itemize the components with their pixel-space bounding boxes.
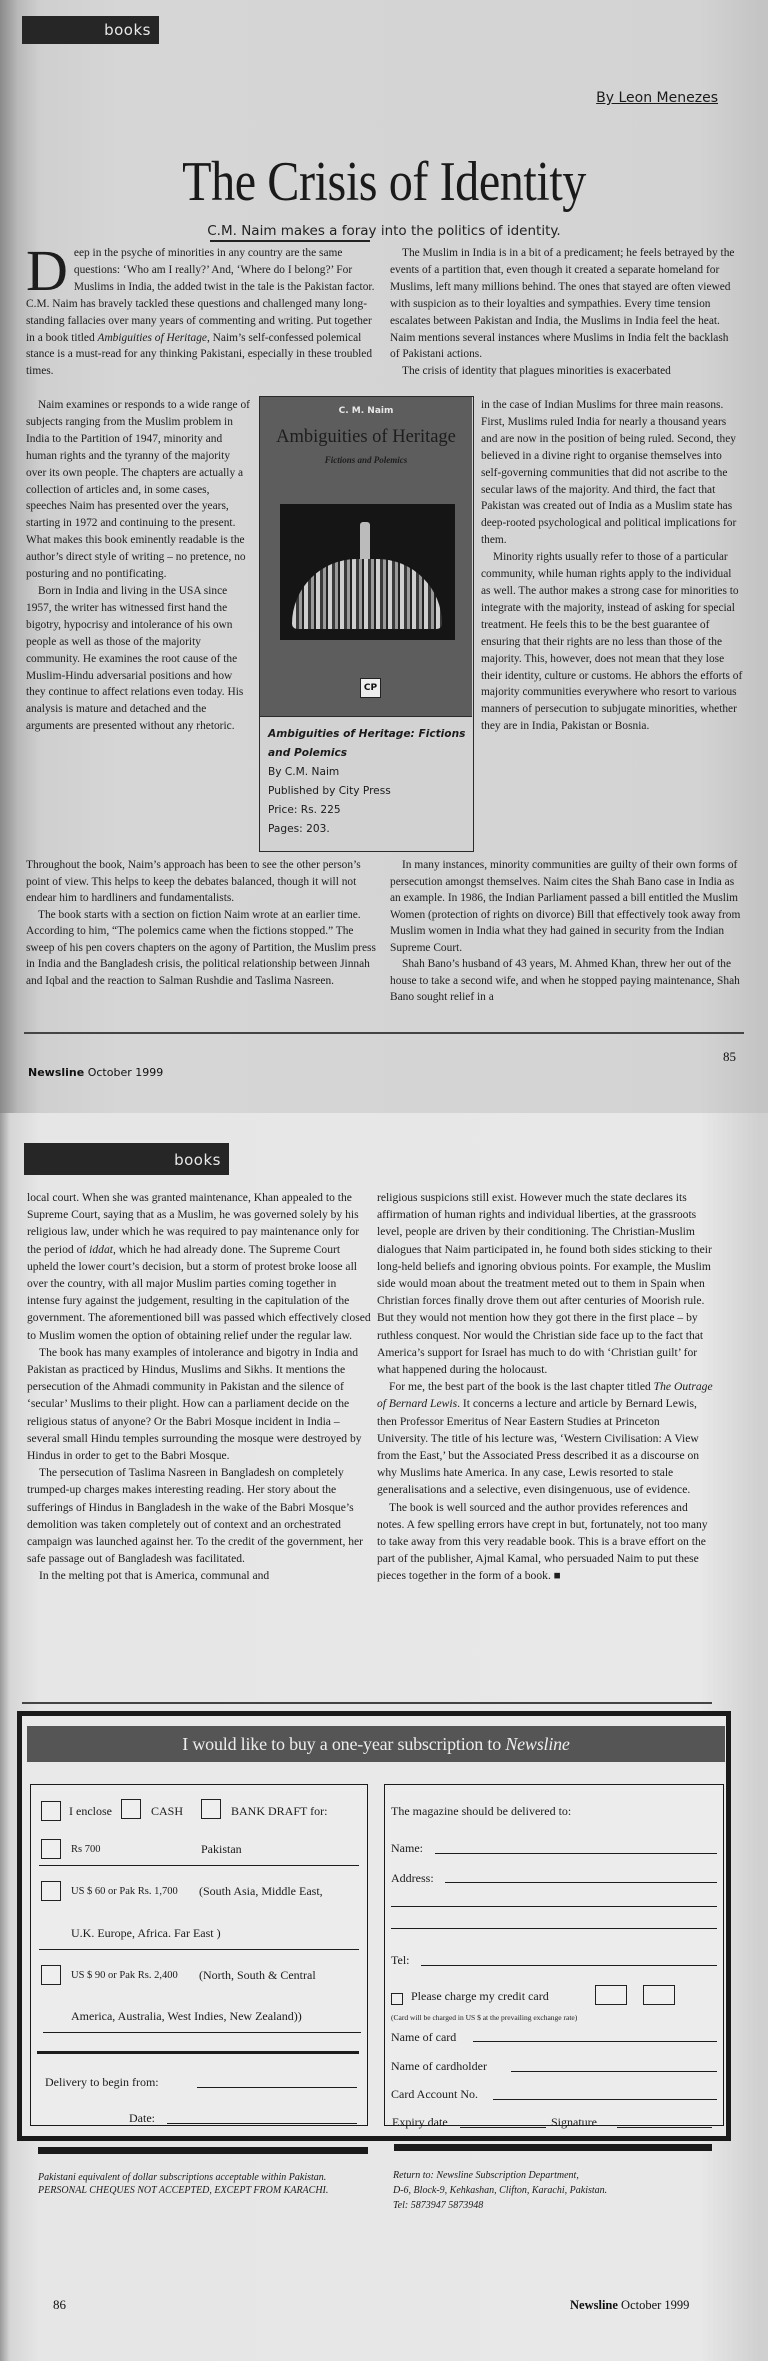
article-paragraph: The book has many examples of intolerance and bigotry in India and Pakistan as practiced by Hindus, Muslims and Sikhs. It mentions the persecution of the Ahmadi community in Pakistan and the silence of ‘secular’ Muslims to their plight. How can a parliament decide on the religious status of anyone? Or the Babri Mosque incident in India – several small Hindu temples surrounding the mosque were destroyed by Hindus in order to get to the Babri Mosque. (27, 1345, 362, 1463)
article-paragraph: Deep in the psyche of minorities in any country are the same questions: ‘Who am I really?’ And, ‘Where do I belong?’ For Muslims in India, the added twist in the tale is the Pakistan factor. C.M. Naim has bravely tackled these questions and challenged many long-standing fallacies over many years of commenting and writing. Put together in a book titled Ambiguities of Heritage, Naim’s self-confessed polemical stance is a must-read for any thinking Pakistani, especially in these troubled times. (26, 238, 375, 378)
option-asia-region: (South Asia, Middle East, (199, 1884, 323, 1898)
cover-title: Ambiguities of Heritage (276, 427, 456, 447)
account-number-input[interactable] (493, 2099, 717, 2100)
delivery-start-input[interactable] (197, 2087, 357, 2088)
article-column-left (27, 1189, 372, 1585)
chapter-title-italic: The Outrage of Bernard Lewis (377, 1380, 713, 1411)
credit-card-checkbox[interactable] (391, 1993, 403, 2005)
enclose-label: I enclose (69, 1804, 112, 1818)
article-paragraph: Minority rights usually refer to those of a particular community, while human rights apply to the individual as well. The author makes a strong case for minorities to integrate with the majority, instead of asking for special treatment. He feels this to be the best guarantee of ensuring that their rights are no less than those of the majority. This, however, does not mean that they lose their identity, culture or customs. He abhors the efforts of majority communities everywhere who resort to various manners of persecution to subjugate minorities, whether they are in India, Pakistan or Bosnia. (481, 551, 743, 733)
footer-magazine-name: Newsline (570, 2298, 618, 2312)
article-paragraph: Shah Bano’s husband of 43 years, M. Ahmed Khan, threw her out of the house to take a second wife, and when he stopped paying maintenance, Shah Bano sought relief in a (390, 958, 740, 1003)
article-column-right-bottom (390, 857, 742, 1006)
page-footer (570, 2298, 689, 2313)
name-of-card-input[interactable] (473, 2041, 717, 2042)
drop-cap: D (26, 238, 68, 303)
payment-options-panel (30, 1784, 368, 2126)
delivery-details-panel (384, 1784, 724, 2126)
caption-price: Price: Rs. 225 (268, 804, 341, 816)
name-label: Name: (391, 1841, 423, 1855)
footer-date: October 1999 (87, 1066, 164, 1079)
name-of-card-label: Name of card (391, 2030, 457, 2044)
caption-book-title: Ambiguities of Heritage: Fictions and Polemics (268, 728, 466, 759)
banner-magazine-name: Newsline (505, 1734, 570, 1754)
article-column-right (390, 245, 740, 380)
article-paragraph: Born in India and living in the USA since 1957, the writer has witnessed first hand the bigotry, hypocrisy and intolerance of his own people as well as those of the majority community. He examines the root cause of the Muslim-Hindu adversarial positions and how they continue to affect relations even today. His analysis is mature and detached and the arguments are presented without any rhetoric. (26, 584, 244, 733)
article-column-right (377, 1189, 713, 1585)
article-paragraph: The book is well sourced and the author provides references and notes. A few spelling errors have crept in but, fortunately, not too many to take away from this very readable book. This is a brave effort on the part of the publisher, Ajmal Kamal, who persuaded Naim to put these pieces together in the form of a book. ■ (377, 1500, 708, 1583)
divider (43, 2032, 361, 2033)
dome-shape (292, 559, 442, 629)
mosque-dome-illustration (280, 504, 455, 640)
signature-label: Signature (551, 2115, 597, 2129)
deliver-to-label: The magazine should be delivered to: (391, 1804, 572, 1818)
article-paragraph: in the case of Indian Muslims for three main reasons. First, Muslims ruled India for nearly a thousand years and are now in the position of being ruled. Second, they believed in a divine right to organise themselves into self-governing communities that did not ascribe to the secular laws of the majority. And third, the fact that Pakistan was created out of India as a Muslim state has deep-rooted psychological and political implications for them. (481, 399, 737, 547)
article-paragraph: The crisis of identity that plagues minorities is exacerbated (402, 365, 671, 378)
book-cover-image (260, 397, 472, 717)
address-label: Address: (391, 1871, 434, 1885)
page-number: 86 (53, 2297, 66, 2312)
article-column-left (26, 238, 378, 380)
option-asia-region-cont: U.K. Europe, Africa. Far East ) (71, 1926, 221, 1940)
return-address: Return to: Newsline Subscription Department, D-6, Block-9, Kehkashan, Clifton, Karachi, Pakistan. Tel: 5873947 5873948 (393, 2170, 608, 2211)
subscription-form (17, 1711, 731, 2141)
address-input-3[interactable] (391, 1928, 717, 1929)
date-input[interactable] (167, 2123, 357, 2124)
article-paragraph: In the melting pot that is America, communal and (39, 1569, 270, 1583)
page-footer (28, 1066, 163, 1079)
article-paragraph: The Muslim in India is in a bit of a predicament; he feels betrayed by the events of a partition that, even though it created a separate homeland for Muslims, left many millions behind. The ones that stayed are often viewed with suspicion as to their loyalties and sympathies. Every time tension escalates between Pakistan and India, the Muslims in India feel the heat. Naim mentions several instances where Muslims in India felt the backlash of Pakistani actions. (390, 247, 735, 361)
magazine-page-85 (0, 0, 768, 1113)
card-type-box-2[interactable] (643, 1985, 675, 2005)
date-label: Date: (129, 2111, 155, 2125)
article-paragraph: Naim examines or responds to a wide range of subjects ranging from the Muslim problem in India to the Partition of 1947, minority and human rights and the tyranny of the majority over its own people. The chapters are actually a collection of articles and, in some cases, speeches Naim has presented over the years, starting in 1972 and continuing to the present. What makes this book eminently readable is the author’s direct style of writing – no pretence, no posturing and no pontificating. (26, 399, 250, 581)
expiry-date-label: Expiry date (392, 2115, 448, 2129)
article-column-right-narrow (481, 397, 743, 735)
article-paragraph: Throughout the book, Naim’s approach has been to see the other person’s point of view. This helps to keep the debates balanced, though it will not endear him to hardliners and fundamentalists. (26, 859, 361, 904)
section-tab-books: books (24, 1143, 229, 1175)
article-column-left-narrow (26, 397, 252, 735)
option-pakistan-price: Rs 700 (71, 1844, 101, 1855)
option-asia-checkbox[interactable] (41, 1881, 61, 1901)
credit-card-note: (Card will be charged in US $ at the prevailing exchange rate) (391, 2013, 578, 2022)
caption-publisher: Published by City Press (268, 785, 391, 797)
publisher-logo-icon: CP (360, 678, 381, 698)
caption-pages: Pages: 203. (268, 823, 330, 835)
credit-card-label: Please charge my credit card (411, 1989, 549, 2003)
delivery-start-label: Delivery to begin from: (45, 2075, 159, 2089)
tel-input[interactable] (421, 1965, 717, 1966)
page-number: 85 (723, 1049, 736, 1064)
article-end-rule (22, 1702, 712, 1704)
article-paragraph: local court. When she was granted maintenance, Khan appealed to the Supreme Court, saying that as a Muslim, he was governed solely by his religious law, under which he was required to pay maintenance only for the period of iddat, which he had already done. The Supreme Court upheld the lower court’s decision, but a storm of protest broke loose all over the country, with all major Muslim parties coming together in intense fury against the judgement, resulting in the capitulation of the government. The aforementioned bill was passed which effectively closed to Muslim women the option of obtaining relief under the regular law. (27, 1191, 371, 1342)
left-divider-bar (38, 2147, 368, 2154)
signature-input[interactable] (617, 2127, 712, 2128)
right-divider-bar (394, 2144, 712, 2151)
option-americas-region: (North, South & Central (199, 1968, 316, 1982)
article-paragraph: In many instances, minority communities are guilty of their own forms of persecution amongst themselves. Naim cites the Shah Bano case in India as an example. In 1986, the Indian Parliament passed a bill entitled the Muslim Women (protection of rights on divorce) Bill that effectively took away from Muslim women in India what they had gained in security from the Indian Supreme Court. (390, 859, 741, 954)
divider (39, 1949, 359, 1950)
address-input-2[interactable] (391, 1906, 717, 1907)
magazine-page-86 (0, 1113, 768, 2361)
account-number-label: Card Account No. (391, 2087, 478, 2101)
option-americas-price: US $ 90 or Pak Rs. 2,400 (71, 1970, 178, 1981)
term-iddat: iddat (89, 1242, 113, 1256)
card-type-box-1[interactable] (595, 1985, 627, 2005)
article-paragraph: For me, the best part of the book is the last chapter titled The Outrage of Bernard Lewis. It concerns a lecture and article by Bernard Lewis, then Professor Emeritus of Near Eastern Studies at Princeton University. The title of his lecture was, ‘Western Civilisation: A View from the East,’ but the Associated Press described it as a discourse on why Muslims hate America. In any case, Lewis resorted to stale generalisations and a selective, even disingenuous, use of evidence. (377, 1380, 713, 1497)
bank-draft-label: BANK DRAFT for: (231, 1804, 328, 1818)
article-paragraph: religious suspicions still exist. However much the state declares its affirmation of human rights and individual liberties, at the grassroots level, people are driven by their conditioning. The Christian-Muslim dialogues that Naim participated in, he found both sides sticking to their long-held beliefs and ignoring obvious points. For example, the Muslim side would moan about the treatment meted out to them in Spain when Christian forces finally drove them out after centuries of Moorish rule. But they would not mention how they got there in the first place – by ruthless conquest. Nor would the Christian side face up to the fact that America’s support for Israel has much to do with ‘Christian guilt’ for what happened during the holocaust. (377, 1191, 712, 1377)
article-column-left-full (26, 857, 378, 989)
cardholder-input[interactable] (511, 2071, 717, 2072)
subscription-banner: I would like to buy a one-year subscription to Newsline (27, 1726, 725, 1762)
caption-author: By C.M. Naim (268, 766, 340, 778)
cash-label: CASH (151, 1804, 184, 1818)
option-pakistan-region: Pakistan (201, 1842, 242, 1856)
dek-subheading: C.M. Naim makes a foray into the politics of identity. (207, 223, 561, 239)
dome-spire (360, 522, 370, 562)
article-paragraph: The persecution of Taslima Nasreen in Bangladesh on completely trumped-up charges makes interesting reading. Her story about the sufferings of Hindus in Bangladesh in the wake of the Babri Mosque’s demolition was taken completely out of context and an orchestrated campaign was launched against her. To the credit of the government, her safe passage out of Bangladesh was facilitated. (27, 1466, 364, 1566)
section-tab-books: books (22, 16, 159, 44)
footer-magazine-name: Newsline (28, 1066, 85, 1079)
headline: The Crisis of Identity (182, 151, 586, 213)
option-americas-region-cont: America, Australia, West Indies, New Zealand)) (71, 2009, 302, 2023)
expiry-date-input[interactable] (460, 2127, 546, 2128)
cash-checkbox[interactable] (121, 1799, 141, 1819)
book-title-italic: Ambiguities of Heritage (97, 331, 207, 344)
enclose-checkbox[interactable] (41, 1801, 61, 1821)
dek-underline (210, 240, 370, 242)
tel-label: Tel: (391, 1953, 410, 1967)
article-paragraph: The book starts with a section on fiction Naim wrote at an earlier time. According to him, “The polemics came when the fictions stopped.” The sweep of his pen covers chapters on the agony of Partition, the Muslim press in India and the Bangladesh crisis, the political relationship between Jinnah and Iqbal and the reaction to Salman Rushdie and Taslima Nasreen. (26, 908, 376, 987)
byline: By Leon Menezes (596, 90, 718, 106)
cardholder-label: Name of cardholder (391, 2059, 487, 2073)
cover-author: C. M. Naim (338, 406, 394, 416)
book-cover-box (259, 396, 474, 852)
divider-thick (37, 2051, 359, 2054)
option-americas-checkbox[interactable] (41, 1965, 61, 1985)
option-pakistan-checkbox[interactable] (41, 1839, 61, 1859)
option-asia-price: US $ 60 or Pak Rs. 1,700 (71, 1886, 178, 1897)
address-input-1[interactable] (445, 1882, 717, 1883)
bank-draft-checkbox[interactable] (201, 1799, 221, 1819)
book-details-caption (268, 725, 468, 839)
name-input[interactable] (435, 1853, 717, 1854)
divider (39, 1865, 359, 1866)
footer-date: October 1999 (621, 2298, 690, 2312)
bottom-rule (24, 1032, 744, 1034)
payment-note: Pakistani equivalent of dollar subscriptions acceptable within Pakistan. PERSONAL CHEQUES NOT ACCEPTED, EXCEPT FROM KARACHI. (38, 2172, 329, 2196)
cover-subtitle: Fictions and Polemics (324, 455, 408, 465)
